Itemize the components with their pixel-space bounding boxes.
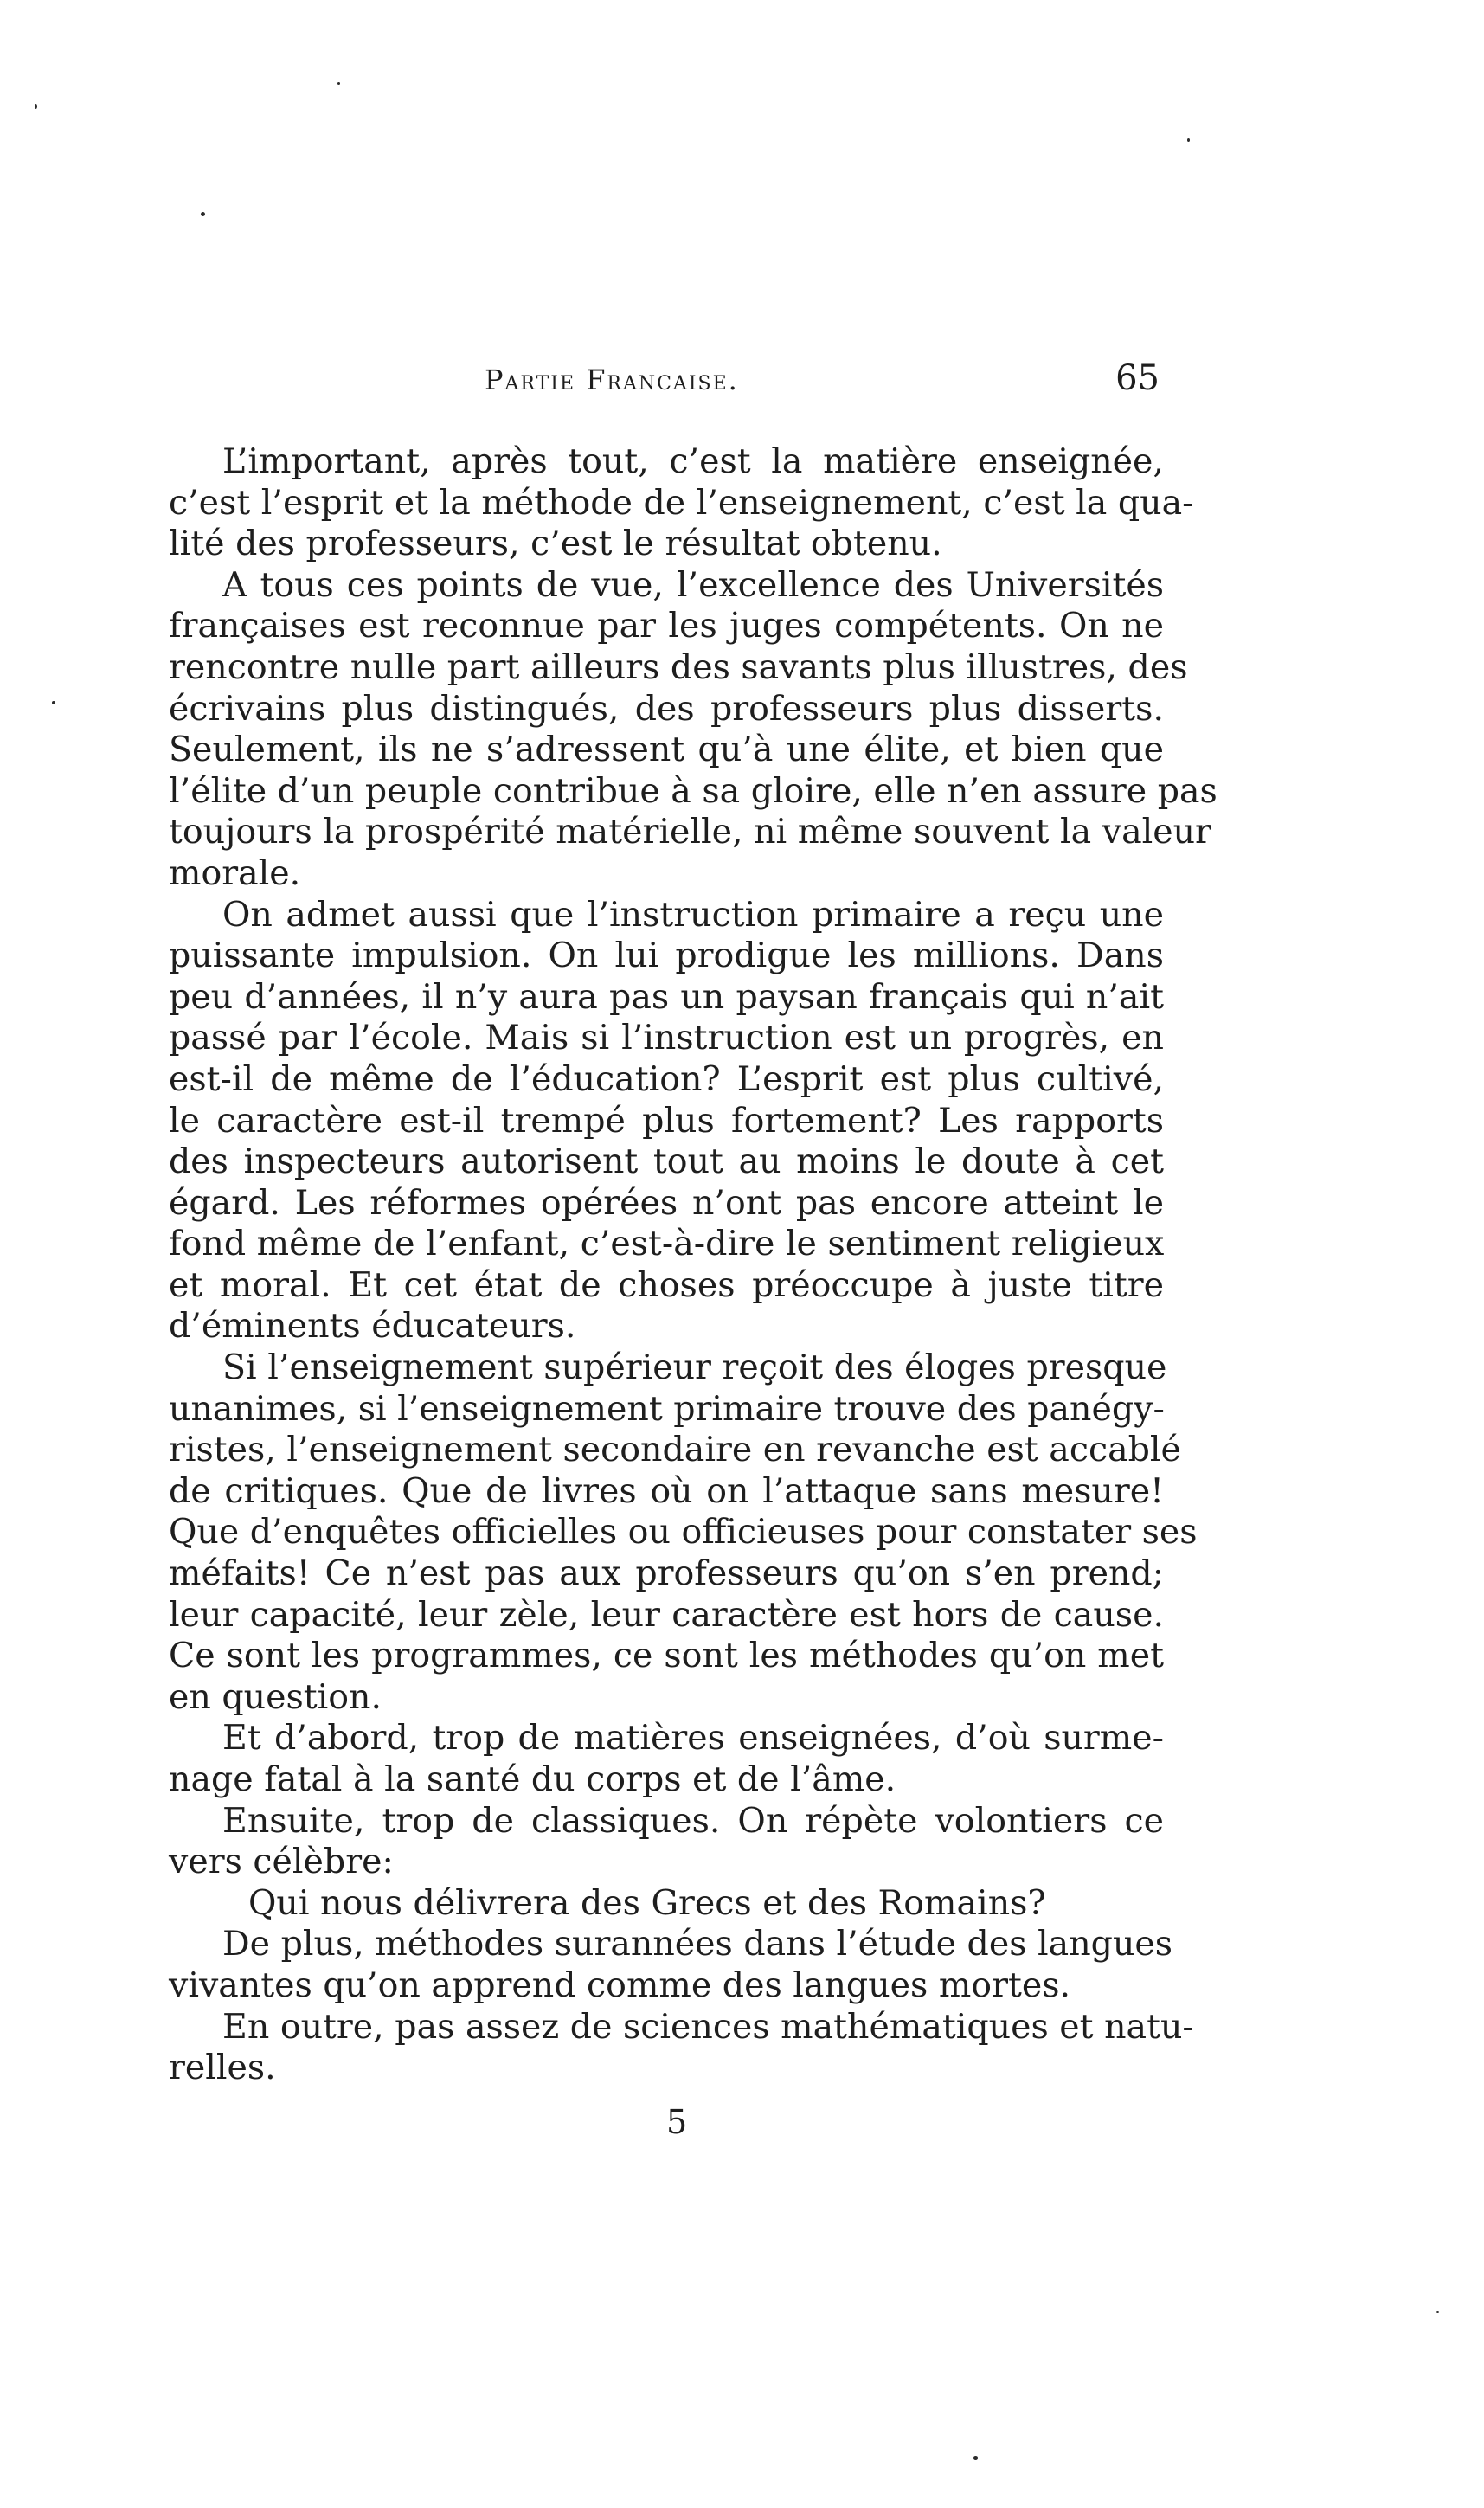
text-line: c’est l’esprit et la méthode de l’enseignement, c’est la qua-: [169, 482, 1194, 523]
text-line: De plus, méthodes surannées dans l’étude des langues: [222, 1924, 1173, 1965]
text-line: d’éminents éducateurs.: [169, 1306, 576, 1347]
text-line: peu d’années, il n’y aura pas un paysan français qui n’ait: [169, 976, 1164, 1017]
text-line: l’élite d’un peuple contribue à sa gloire, elle n’en assure pas: [169, 770, 1217, 811]
text-line: des inspecteurs autorisent tout au moins le doute à cet: [169, 1141, 1164, 1182]
text-line: égard. Les réformes opérées n’ont pas encore atteint le: [169, 1182, 1164, 1223]
text-line: morale.: [169, 852, 301, 893]
text-line: nage fatal à la santé du corps et de l’âme.: [169, 1759, 896, 1799]
text-line: françaises est reconnue par les juges compétents. On ne: [169, 606, 1164, 646]
text-line: Si l’enseignement supérieur reçoit des éloges presque: [222, 1347, 1167, 1388]
body-text: [169, 441, 1217, 2089]
text-line: écrivains plus distingués, des professeurs plus disserts.: [169, 688, 1164, 729]
text-line: rencontre nulle part ailleurs des savants plus illustres, des: [169, 646, 1188, 687]
scan-speck: [35, 104, 37, 109]
text-line: Que d’enquêtes officielles ou officieuses pour constater ses: [169, 1512, 1198, 1553]
text-line: relles.: [169, 2048, 276, 2088]
text-line: ristes, l’enseignement secondaire en revanche est accablé: [169, 1430, 1181, 1470]
page-number: 65: [1115, 358, 1160, 398]
text-line: vivantes qu’on apprend comme des langues mortes.: [169, 1965, 1071, 2005]
text-line: est-il de même de l’éducation? L’esprit est plus cultivé,: [169, 1058, 1164, 1099]
text-line: leur capacité, leur zèle, leur caractère est hors de cause.: [169, 1594, 1164, 1635]
text-line: unanimes, si l’enseignement primaire trouve des panégy-: [169, 1388, 1165, 1429]
text-line: Et d’abord, trop de matières enseignées, d’où surme-: [222, 1718, 1164, 1759]
text-line: L’important, après tout, c’est la matière enseignée,: [222, 441, 1164, 481]
text-line: En outre, pas assez de sciences mathématiques et natu-: [222, 2006, 1194, 2047]
scan-speck: [337, 82, 340, 85]
text-line: lité des professeurs, c’est le résultat obtenu.: [169, 524, 942, 564]
text-line: puissante impulsion. On lui prodigue les millions. Dans: [169, 936, 1164, 976]
text-line: fond même de l’enfant, c’est-à-dire le sentiment religieux: [169, 1224, 1165, 1264]
text-line: le caractère est-il trempé plus fortement? Les rapports: [169, 1100, 1164, 1141]
text-line: Seulement, ils ne s’adressent qu’à une élite, et bien que: [169, 730, 1164, 770]
text-line: en question.: [169, 1676, 382, 1717]
page-header: [173, 358, 1160, 415]
scan-speck: [1187, 138, 1190, 142]
text-line: passé par l’école. Mais si l’instruction est un progrès, en: [169, 1018, 1164, 1058]
text-line: toujours la prospérité matérielle, ni même souvent la valeur: [169, 812, 1211, 852]
text-line: On admet aussi que l’instruction primaire a reçu une: [222, 894, 1164, 935]
text-line: Ce sont les programmes, ce sont les méthodes qu’on met: [169, 1636, 1164, 1676]
text-line: vers célèbre:: [169, 1842, 394, 1882]
scan-speck: [1436, 2311, 1439, 2313]
scan-speck: [973, 2456, 978, 2460]
text-line: Ensuite, trop de classiques. On répète volontiers ce: [222, 1800, 1164, 1841]
scan-speck: [52, 701, 55, 704]
scan-speck: [201, 212, 205, 216]
text-line: et moral. Et cet état de choses préoccupe à juste titre: [169, 1264, 1164, 1305]
running-title: Partie Francaise.: [485, 363, 739, 396]
verse-quote-line: Qui nous délivrera des Grecs et des Romains?: [248, 1882, 1046, 1923]
text-line: méfaits! Ce n’est pas aux professeurs qu’on s’en prend;: [169, 1553, 1164, 1594]
signature-mark: 5: [666, 2103, 688, 2141]
text-line: A tous ces points de vue, l’excellence des Universités: [222, 564, 1164, 605]
text-line: de critiques. Que de livres où on l’attaque sans mesure!: [169, 1470, 1164, 1511]
